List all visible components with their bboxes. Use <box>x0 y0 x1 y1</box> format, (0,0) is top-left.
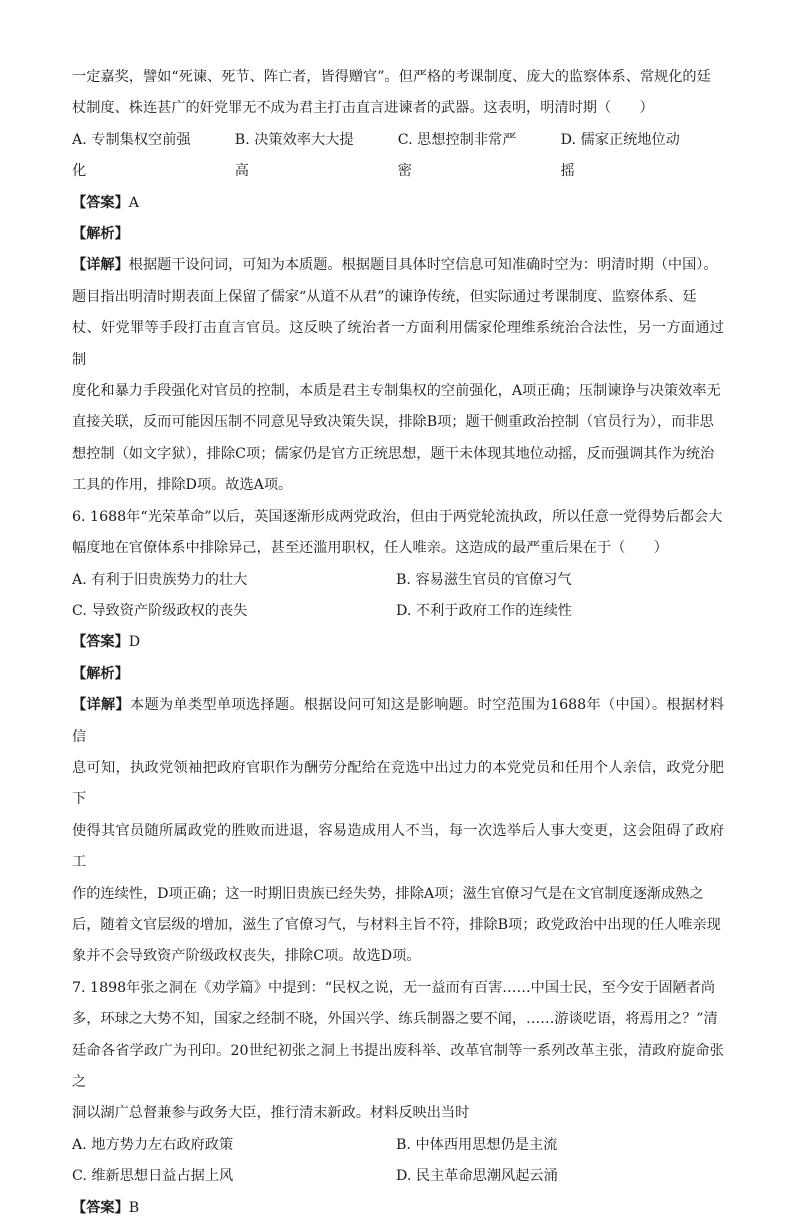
q5-detail-line-4: 度化和暴力手段强化对官员的控制，本质是君主专制集权的空前强化，A项正确；压制谏诤与决策效率无 <box>72 383 721 400</box>
q5-options <box>72 125 724 188</box>
q5-answer-label: 【答案】 <box>72 194 129 211</box>
q5-detail-line-6: 想控制（如文字狱），排除C项；儒家仍是官方正统思想，题干未体现其地位动摇，反而强调其作为统治 <box>72 445 715 462</box>
q5-option-a: A. 专制集权空前强化 <box>72 131 191 180</box>
q5-analysis-label: 【解析】 <box>72 226 129 243</box>
q7-option-a: A. 地方势力左右政府政策 <box>72 1136 234 1153</box>
q6-detail-line-2: 息可知，执政党领袖把政府官职作为酬劳分配给在竞选中出过力的本党党员和任用个人亲信，政党分肥下 <box>72 759 724 808</box>
q6-answer-value: D <box>128 634 141 651</box>
q6-option-c: C. 导致资产阶级政权的丧失 <box>72 602 248 619</box>
q6-analysis <box>72 659 724 690</box>
q6-stem-line-2: 幅度地在官僚体系中排除异己，甚至还滥用职权，任人唯亲。这造成的最严重后果在于（ ） <box>72 540 668 557</box>
document-page <box>72 62 724 1224</box>
q6-options-row-2 <box>72 596 724 627</box>
q7-stem-line-3: 廷命各省学政广为刊印。20世纪初张之洞上书提出废科举、改革官制等一系列改革主张，清政府旋命张之 <box>72 1042 724 1090</box>
q6-option-d: D. 不利于政府工作的连续性 <box>396 602 572 619</box>
q5-detail-line-1 <box>72 250 724 281</box>
q6-detail-label: 【详解】 <box>72 697 130 714</box>
q7-option-d: D. 民主革命思潮风起云涌 <box>396 1168 558 1185</box>
q5-option-b: B. 决策效率大大提高 <box>234 131 354 180</box>
q7-stem-line-1: 7. 1898年张之洞在《劝学篇》中提到：“民权之说，无一益而有百害……中国士民，至今安于固陋者尚 <box>72 979 716 996</box>
q6-option-b: B. 容易滋生官员的官僚习气 <box>396 571 572 588</box>
q5-detail-line-5: 直接关联，反而可能因压制不同意见导致决策失误，排除B项；题干侧重政治控制（官员行为），而非思 <box>72 414 714 431</box>
q7-option-c: C. 维新思想日益占据上风 <box>72 1168 234 1185</box>
q7-options-row-1 <box>72 1130 724 1161</box>
q6-answer <box>72 627 724 658</box>
q7-answer <box>72 1193 724 1224</box>
q6-detail-line-5: 后，随着文官层级的增加，滋生了官僚习气，与材料主旨不符，排除B项；政党政治中出现的任人唯亲现 <box>72 916 721 933</box>
q6-detail-text-1: 本题为单类型单项选择题。根据设问可知这是影响题。时空范围为1688年（中国）。根据材料信 <box>72 697 724 745</box>
q5-analysis <box>72 219 724 250</box>
q6-detail-line-4: 作的连续性，D项正确；这一时期旧贵族已经失势，排除A项；滋生官僚习气是在文官制度逐渐成熟之 <box>72 885 704 902</box>
q5-answer-value: A <box>128 194 140 211</box>
q7-answer-value: B <box>128 1199 140 1216</box>
q5-stem-line-2: 杖制度、株连甚广的奸党罪无不成为君主打击直言进谏者的武器。这表明，明清时期（ ） <box>72 100 654 117</box>
q6-answer-label: 【答案】 <box>72 634 129 651</box>
q5-detail-text-1: 根据题干设问词，可知为本质题。根据题目具体时空信息可知准确时空为：明清时期（中国）。 <box>128 257 718 274</box>
q6-analysis-label: 【解析】 <box>72 665 129 682</box>
q6-option-a: A. 有利于旧贵族势力的壮大 <box>72 571 248 588</box>
q5-option-c: C. 思想控制非常严密 <box>397 131 517 180</box>
q5-detail-line-3: 杖、奸党罪等手段打击直言官员。这反映了统治者一方面利用儒家伦理维系统治合法性，另一方面通过制 <box>72 320 724 368</box>
q5-detail-line-7: 工具的作用，排除D项。故选A项。 <box>72 477 293 494</box>
q7-stem-line-4: 洞以湖广总督兼参与政务大臣，推行清末新政。材料反映出当时 <box>72 1105 470 1122</box>
q5-detail-line-2: 题目指出明清时期表面上保留了儒家“从道不从君”的谏诤传统，但实际通过考课制度、监察体系、廷 <box>72 288 697 305</box>
q6-options-row-1 <box>72 565 724 596</box>
q5-option-d: D. 儒家正统地位动摇 <box>560 131 680 180</box>
q5-detail-label: 【详解】 <box>72 257 129 274</box>
q7-stem-line-2: 多，环球之大势不知，国家之经制不晓，外国兴学、练兵制器之要不闻，……游谈呓语，将焉用之？”清 <box>72 1011 718 1028</box>
q5-stem-line-1: 一定嘉奖，譬如“死谏、死节、阵亡者，皆得赠官”。但严格的考课制度、庞大的监察体系、常规化的廷 <box>72 69 711 85</box>
q7-option-b: B. 中体西用思想仍是主流 <box>396 1136 558 1153</box>
q6-detail-line-6: 象并不会导致资产阶级政权丧失，排除C项。故选D项。 <box>72 948 421 965</box>
q7-answer-label: 【答案】 <box>72 1199 129 1216</box>
q6-detail-line-3: 使得其官员随所属政党的胜败而进退，容易造成用人不当，每一次选举后人事大变更，这会阻碍了政府工 <box>72 822 724 871</box>
q6-stem-line-1: 6. 1688年“光荣革命”以后，英国逐渐形成两党政治，但由于两党轮流执政，所以任意一党得势后都会大 <box>72 508 723 525</box>
q5-answer <box>72 188 724 219</box>
q7-options-row-2 <box>72 1161 724 1192</box>
q6-detail-line-1 <box>72 690 724 753</box>
